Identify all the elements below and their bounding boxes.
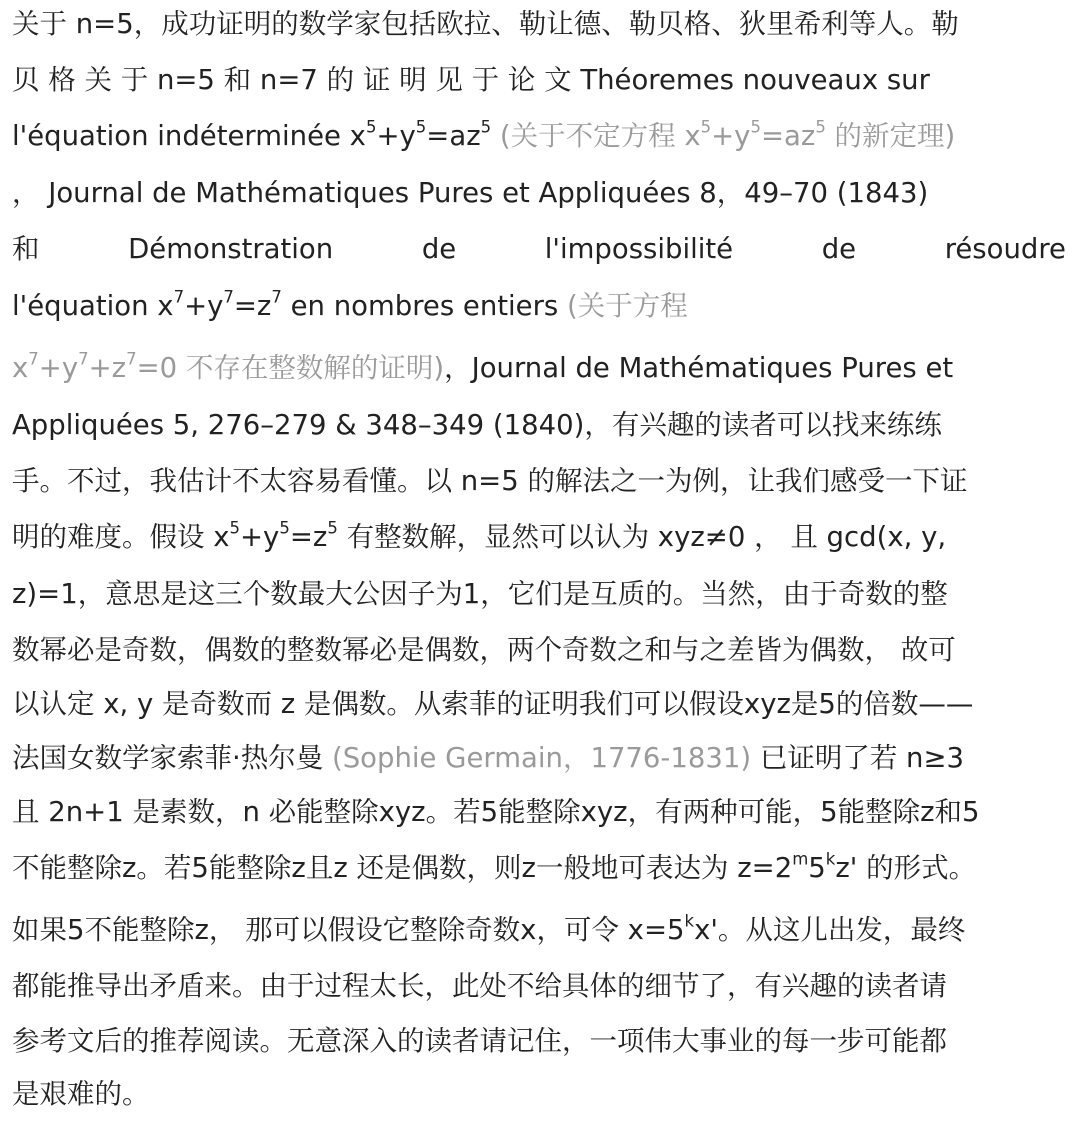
- text-line-5: 和 Démonstration de l'impossibilité de résoudre: [12, 233, 1066, 265]
- text-line-18: 都能推导出矛盾来。由于过程太长，此处不给具体的细节了，有兴趣的读者请: [12, 970, 947, 1002]
- text-line-15: 且 2n+1 是素数，n 必能整除xyz。若5能整除xyz，有两种可能，5能整除z和5: [12, 796, 980, 828]
- text-line-19: 参考文后的推荐阅读。无意深入的读者请记住，一项伟大事业的每一步可能都: [12, 1025, 947, 1057]
- text-line-8: Appliquées 5, 276–279 & 348–349 (1840)，有兴趣的读者可以找来练练: [12, 409, 942, 441]
- text-line-13: 以认定 x, y 是奇数而 z 是偶数。从索菲的证明我们可以假设xyz是5的倍数——: [12, 688, 974, 720]
- text-line-3: l'équation indéterminée $x^5+y^5=az^5$ (关于不定方程 $x^5+y^5=az^5$ 的新定理): [12, 120, 956, 152]
- text-line-6: l'équation $x^7+y^7=z^7$ en nombres entiers (关于方程: [12, 290, 688, 322]
- text-line-4: ， Journal de Mathématiques Pures et Appliquées 8，49–70 (1843): [12, 177, 929, 209]
- text-line-11: z)=1，意思是这三个数最大公因子为1，它们是互质的。当然，由于奇数的整: [12, 578, 948, 610]
- text-line-7: $x^7+y^7+z^7=0$ 不存在整数解的证明)，Journal de Mathématiques Pures et: [12, 352, 954, 384]
- text-line-17: 如果5不能整除z， 那可以假设它整除奇数x，可令 $x=5^kx'$。从这儿出发，最终: [12, 914, 966, 946]
- text-line-20: 是艰难的。: [12, 1078, 150, 1110]
- text-line-2: 贝 格 关 于 n=5 和 n=7 的 证 明 见 于 论 文 Théoremes nouveaux sur: [12, 64, 930, 96]
- text-line-1: 关于 n=5，成功证明的数学家包括欧拉、勒让德、勒贝格、狄里希利等人。勒: [12, 8, 959, 40]
- text-line-14: 法国女数学家索菲·热尔曼 (Sophie Germain，1776-1831) 已证明了若 n≥3: [12, 742, 965, 774]
- text-line-10: 明的难度。假设 $x^5+y^5=z^5$ 有整数解，显然可以认为 xyz≠0 ， 且 gcd(x, y,: [12, 521, 947, 553]
- text-line-16: 不能整除z。若5能整除z且z 还是偶数，则z一般地可表达为 $z=2^m5^kz'$ 的形式。: [12, 852, 977, 884]
- text-line-12: 数幂必是奇数，偶数的整数幂必是偶数，两个奇数之和与之差皆为偶数， 故可: [12, 634, 956, 666]
- text-line-9: 手。不过，我估计不太容易看懂。以 n=5 的解法之一为例，让我们感受一下证: [12, 465, 968, 497]
